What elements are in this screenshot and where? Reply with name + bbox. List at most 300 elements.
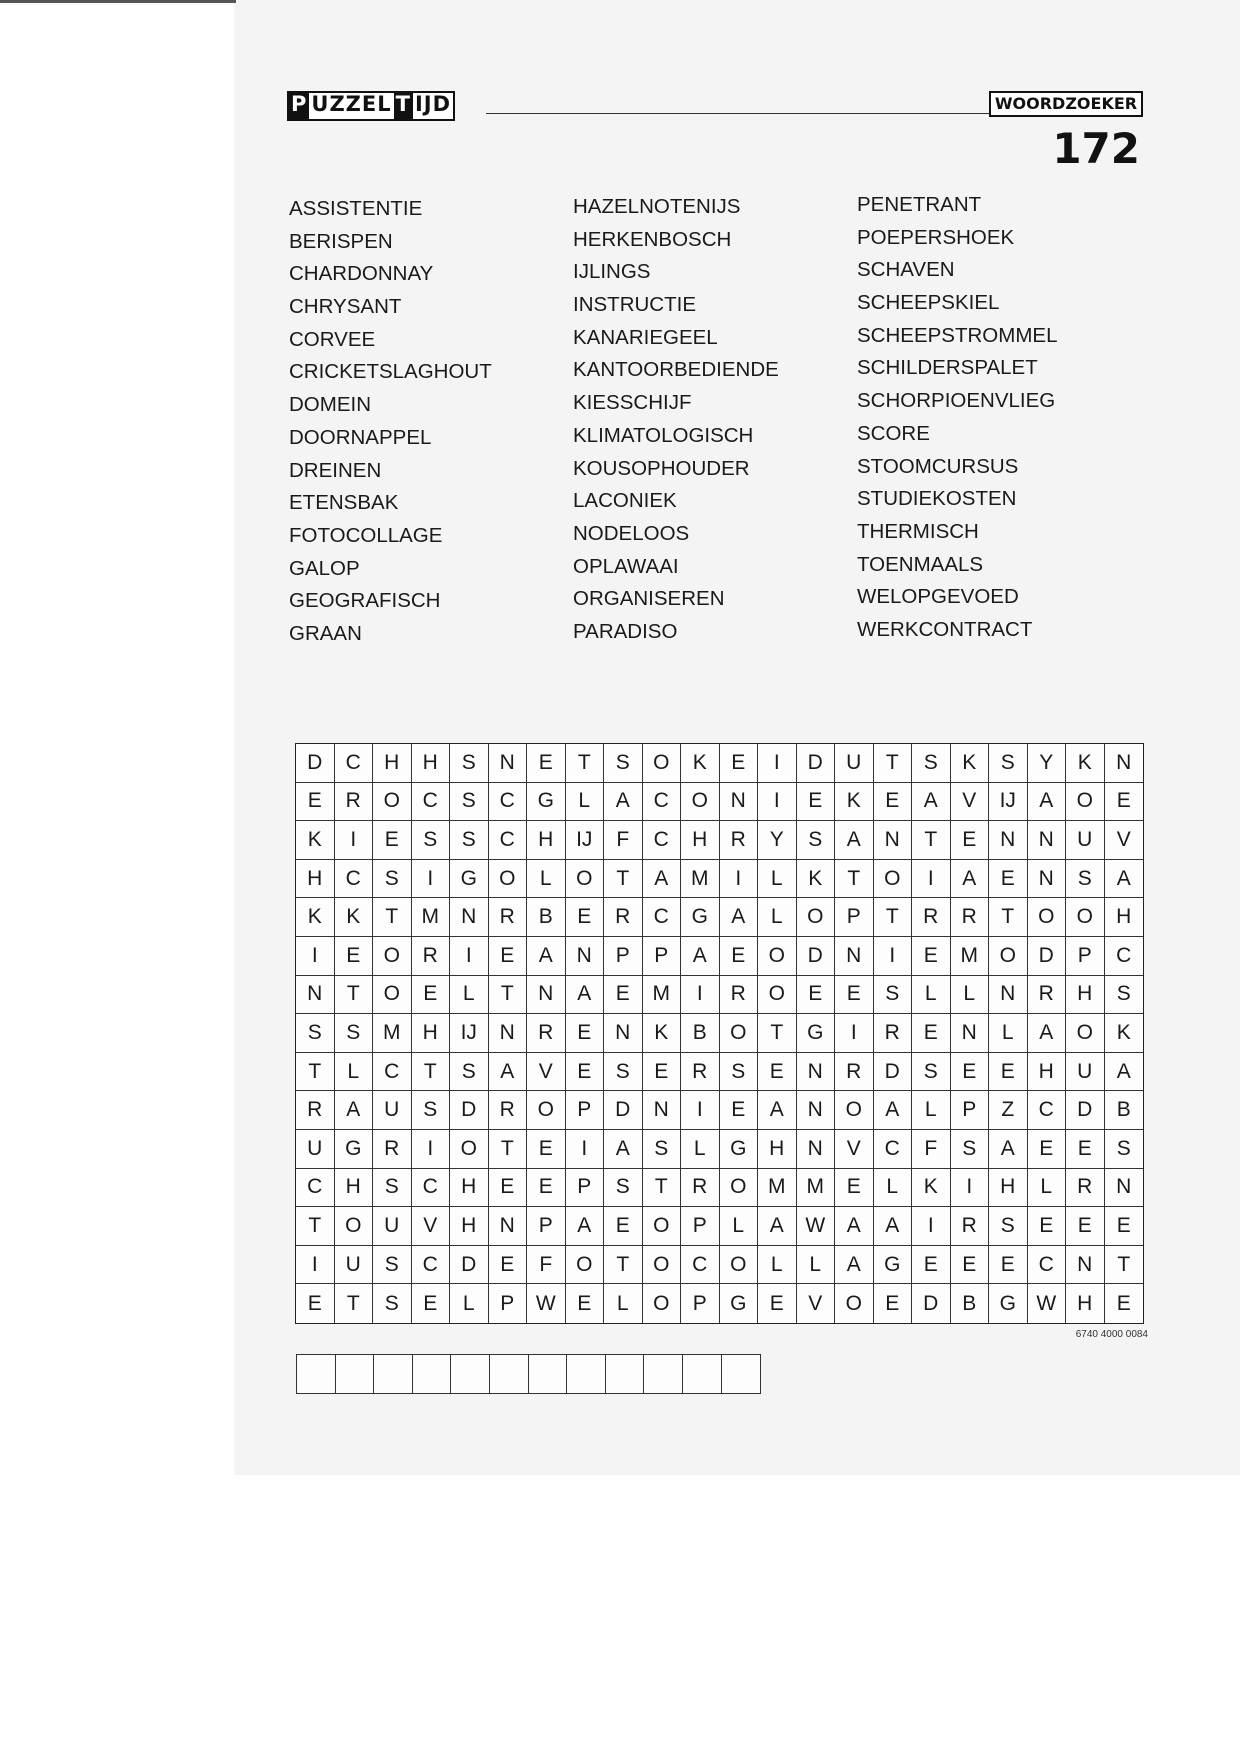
grid-cell[interactable]: P — [489, 1284, 528, 1323]
grid-cell[interactable]: G — [450, 860, 489, 899]
grid-cell[interactable]: D — [1066, 1091, 1105, 1130]
grid-cell[interactable]: T — [412, 1053, 451, 1092]
grid-cell[interactable]: W — [527, 1284, 566, 1323]
grid-cell[interactable]: L — [450, 1284, 489, 1323]
grid-cell[interactable]: E — [835, 1169, 874, 1208]
grid-cell[interactable]: O — [835, 1091, 874, 1130]
grid-cell[interactable]: G — [720, 1284, 759, 1323]
grid-cell[interactable]: I — [681, 1091, 720, 1130]
grid-cell[interactable]: O — [373, 783, 412, 822]
grid-cell[interactable]: G — [527, 783, 566, 822]
grid-cell[interactable]: K — [335, 898, 374, 937]
grid-cell[interactable]: S — [604, 744, 643, 783]
grid-cell[interactable]: A — [604, 1130, 643, 1169]
grid-cell[interactable]: R — [874, 1014, 913, 1053]
grid-cell[interactable]: G — [989, 1284, 1028, 1323]
grid-cell[interactable]: V — [797, 1284, 836, 1323]
grid-cell[interactable]: H — [1028, 1053, 1067, 1092]
grid-cell[interactable]: O — [989, 937, 1028, 976]
grid-cell[interactable]: S — [951, 1130, 990, 1169]
answer-box[interactable] — [490, 1355, 529, 1393]
grid-cell[interactable]: R — [912, 898, 951, 937]
grid-cell[interactable]: A — [951, 860, 990, 899]
grid-cell[interactable]: D — [874, 1053, 913, 1092]
grid-cell[interactable]: O — [489, 860, 528, 899]
grid-cell[interactable]: O — [527, 1091, 566, 1130]
grid-cell[interactable]: L — [681, 1130, 720, 1169]
grid-cell[interactable]: K — [681, 744, 720, 783]
grid-cell[interactable]: C — [296, 1169, 335, 1208]
grid-cell[interactable]: M — [758, 1169, 797, 1208]
grid-cell[interactable]: U — [835, 744, 874, 783]
grid-cell[interactable]: H — [412, 744, 451, 783]
grid-cell[interactable]: O — [720, 1014, 759, 1053]
grid-cell[interactable]: A — [874, 1207, 913, 1246]
grid-cell[interactable]: I — [412, 860, 451, 899]
answer-box[interactable] — [722, 1355, 761, 1393]
grid-cell[interactable]: M — [643, 976, 682, 1015]
grid-cell[interactable]: S — [335, 1014, 374, 1053]
grid-cell[interactable]: A — [681, 937, 720, 976]
grid-cell[interactable]: E — [951, 1053, 990, 1092]
grid-cell[interactable]: E — [874, 783, 913, 822]
grid-cell[interactable]: R — [720, 976, 759, 1015]
grid-cell[interactable]: M — [412, 898, 451, 937]
grid-cell[interactable]: R — [296, 1091, 335, 1130]
grid-cell[interactable]: S — [373, 1246, 412, 1285]
grid-cell[interactable]: S — [874, 976, 913, 1015]
grid-cell[interactable]: E — [951, 821, 990, 860]
grid-cell[interactable]: E — [296, 1284, 335, 1323]
grid-cell[interactable]: E — [989, 860, 1028, 899]
grid-cell[interactable]: O — [373, 937, 412, 976]
grid-cell[interactable]: N — [489, 1014, 528, 1053]
grid-cell[interactable]: C — [643, 783, 682, 822]
grid-cell[interactable]: V — [1105, 821, 1144, 860]
grid-cell[interactable]: P — [1066, 937, 1105, 976]
grid-cell[interactable]: T — [489, 1130, 528, 1169]
grid-cell[interactable]: C — [1105, 937, 1144, 976]
answer-box[interactable] — [606, 1355, 645, 1393]
grid-cell[interactable]: L — [758, 860, 797, 899]
grid-cell[interactable]: S — [373, 860, 412, 899]
grid-cell[interactable]: B — [951, 1284, 990, 1323]
grid-cell[interactable]: E — [527, 1169, 566, 1208]
grid-cell[interactable]: A — [874, 1091, 913, 1130]
grid-cell[interactable]: I — [412, 1130, 451, 1169]
answer-box[interactable] — [683, 1355, 722, 1393]
grid-cell[interactable]: A — [566, 1207, 605, 1246]
grid-cell[interactable]: E — [951, 1246, 990, 1285]
grid-cell[interactable]: A — [604, 783, 643, 822]
grid-cell[interactable]: O — [566, 860, 605, 899]
grid-cell[interactable]: P — [681, 1207, 720, 1246]
grid-cell[interactable]: L — [758, 1246, 797, 1285]
grid-cell[interactable]: O — [335, 1207, 374, 1246]
grid-cell[interactable]: N — [1105, 1169, 1144, 1208]
grid-cell[interactable]: R — [951, 898, 990, 937]
grid-cell[interactable]: H — [681, 821, 720, 860]
grid-cell[interactable]: D — [296, 744, 335, 783]
grid-cell[interactable]: O — [450, 1130, 489, 1169]
grid-cell[interactable]: K — [797, 860, 836, 899]
grid-cell[interactable]: R — [720, 821, 759, 860]
grid-cell[interactable]: G — [720, 1130, 759, 1169]
grid-cell[interactable]: R — [489, 1091, 528, 1130]
grid-cell[interactable]: C — [335, 860, 374, 899]
grid-cell[interactable]: O — [1066, 1014, 1105, 1053]
grid-cell[interactable]: L — [335, 1053, 374, 1092]
grid-cell[interactable]: E — [758, 1284, 797, 1323]
grid-cell[interactable]: O — [835, 1284, 874, 1323]
grid-cell[interactable]: K — [296, 898, 335, 937]
grid-cell[interactable]: L — [566, 783, 605, 822]
grid-cell[interactable]: C — [489, 783, 528, 822]
grid-cell[interactable]: C — [489, 821, 528, 860]
grid-cell[interactable]: C — [412, 1246, 451, 1285]
grid-cell[interactable]: T — [912, 821, 951, 860]
grid-cell[interactable]: T — [835, 860, 874, 899]
grid-cell[interactable]: E — [1105, 783, 1144, 822]
grid-cell[interactable]: L — [912, 976, 951, 1015]
grid-cell[interactable]: F — [912, 1130, 951, 1169]
grid-cell[interactable]: O — [1066, 898, 1105, 937]
grid-cell[interactable]: I — [566, 1130, 605, 1169]
grid-cell[interactable]: E — [1116, 1291, 1131, 1315]
grid-cell[interactable]: B — [1105, 1091, 1144, 1130]
grid-cell[interactable]: E — [1028, 1130, 1067, 1169]
grid-cell[interactable]: O — [874, 860, 913, 899]
grid-cell[interactable]: I — [835, 1014, 874, 1053]
grid-cell[interactable]: A — [835, 1207, 874, 1246]
grid-cell[interactable]: N — [450, 898, 489, 937]
grid-cell[interactable]: L — [797, 1246, 836, 1285]
grid-cell[interactable]: N — [989, 821, 1028, 860]
answer-box[interactable] — [336, 1355, 375, 1393]
grid-cell[interactable]: M — [951, 937, 990, 976]
grid-cell[interactable]: H — [335, 1169, 374, 1208]
grid-cell[interactable]: I — [296, 1246, 335, 1285]
grid-cell[interactable]: B — [527, 898, 566, 937]
grid-cell[interactable]: C — [1028, 1091, 1067, 1130]
grid-cell[interactable]: A — [989, 1130, 1028, 1169]
grid-cell[interactable]: H — [450, 1169, 489, 1208]
grid-cell[interactable]: L — [874, 1169, 913, 1208]
grid-cell[interactable]: E — [1105, 1207, 1144, 1246]
grid-cell[interactable]: R — [373, 1130, 412, 1169]
grid-cell[interactable]: IJ — [450, 1014, 489, 1053]
grid-cell[interactable]: K — [1105, 1014, 1144, 1053]
grid-cell[interactable]: H — [1066, 976, 1105, 1015]
grid-cell[interactable]: P — [527, 1207, 566, 1246]
grid-cell[interactable]: O — [1028, 898, 1067, 937]
grid-cell[interactable]: E — [835, 976, 874, 1015]
grid-cell[interactable]: C — [643, 821, 682, 860]
grid-cell[interactable]: A — [527, 937, 566, 976]
grid-cell[interactable]: E — [912, 1246, 951, 1285]
grid-cell[interactable]: A — [912, 783, 951, 822]
grid-cell[interactable]: E — [489, 1246, 528, 1285]
grid-cell[interactable]: E — [527, 1130, 566, 1169]
grid-cell[interactable]: H — [296, 860, 335, 899]
grid-cell[interactable]: N — [951, 1014, 990, 1053]
grid-cell[interactable]: S — [450, 783, 489, 822]
grid-cell[interactable]: S — [797, 821, 836, 860]
grid-cell[interactable]: S — [296, 1014, 335, 1053]
grid-cell[interactable]: N — [1066, 1246, 1105, 1285]
grid-cell[interactable]: O — [681, 783, 720, 822]
grid-cell[interactable]: K — [951, 744, 990, 783]
grid-cell[interactable]: T — [296, 1207, 335, 1246]
grid-cell[interactable]: O — [643, 1284, 682, 1323]
grid-cell[interactable]: O — [797, 898, 836, 937]
grid-cell[interactable]: C — [1028, 1246, 1067, 1285]
grid-cell[interactable]: A — [1105, 860, 1144, 899]
grid-cell[interactable]: A — [335, 1091, 374, 1130]
grid-cell[interactable]: P — [681, 1284, 720, 1323]
grid-cell[interactable]: S — [989, 744, 1028, 783]
grid-cell[interactable]: N — [874, 821, 913, 860]
grid-cell[interactable]: L — [758, 898, 797, 937]
grid-cell[interactable]: N — [604, 1014, 643, 1053]
grid-cell[interactable]: A — [835, 1246, 874, 1285]
grid-cell[interactable]: R — [681, 1169, 720, 1208]
grid-cell[interactable]: R — [951, 1207, 990, 1246]
grid-cell[interactable]: R — [1066, 1169, 1105, 1208]
grid-cell[interactable]: R — [604, 898, 643, 937]
grid-cell[interactable]: K — [643, 1014, 682, 1053]
grid-cell[interactable]: S — [1066, 860, 1105, 899]
grid-cell[interactable]: L — [1028, 1169, 1067, 1208]
grid-cell[interactable]: E — [604, 1207, 643, 1246]
grid-cell[interactable]: U — [1066, 821, 1105, 860]
grid-cell[interactable]: S — [373, 1284, 412, 1323]
grid-cell[interactable]: T — [373, 898, 412, 937]
grid-cell[interactable]: T — [335, 1284, 374, 1323]
grid-cell[interactable]: O — [373, 976, 412, 1015]
grid-cell[interactable]: A — [1028, 783, 1067, 822]
grid-cell[interactable]: T — [874, 744, 913, 783]
grid-cell[interactable]: S — [1105, 976, 1144, 1015]
grid-cell[interactable]: T — [296, 1053, 335, 1092]
grid-cell[interactable]: E — [797, 976, 836, 1015]
grid-cell[interactable]: F — [604, 821, 643, 860]
grid-cell[interactable]: F — [527, 1246, 566, 1285]
grid-cell[interactable]: S — [373, 1169, 412, 1208]
grid-cell[interactable]: K — [296, 821, 335, 860]
grid-cell[interactable]: O — [720, 1169, 759, 1208]
grid-cell[interactable]: T — [489, 976, 528, 1015]
grid-cell[interactable]: L — [989, 1014, 1028, 1053]
grid-cell[interactable]: A — [835, 821, 874, 860]
grid-cell[interactable]: R — [681, 1053, 720, 1092]
grid-cell[interactable]: D — [912, 1284, 951, 1323]
grid-cell[interactable]: C — [874, 1130, 913, 1169]
grid-cell[interactable]: T — [604, 1246, 643, 1285]
grid-cell[interactable]: U — [296, 1130, 335, 1169]
grid-cell[interactable]: N — [1028, 860, 1067, 899]
grid-cell[interactable]: V — [527, 1053, 566, 1092]
answer-box[interactable] — [567, 1355, 606, 1393]
grid-cell[interactable]: I — [951, 1169, 990, 1208]
grid-cell[interactable]: C — [412, 1169, 451, 1208]
grid-cell[interactable]: I — [720, 860, 759, 899]
grid-cell[interactable]: E — [373, 821, 412, 860]
grid-cell[interactable]: D — [797, 744, 836, 783]
grid-cell[interactable]: E — [720, 744, 759, 783]
answer-box[interactable] — [297, 1355, 336, 1393]
grid-cell[interactable]: M — [681, 860, 720, 899]
grid-cell[interactable]: P — [835, 898, 874, 937]
grid-cell[interactable]: C — [681, 1246, 720, 1285]
grid-cell[interactable]: C — [335, 744, 374, 783]
grid-cell[interactable]: E — [335, 937, 374, 976]
grid-cell[interactable]: C — [373, 1053, 412, 1092]
grid-cell[interactable]: E — [1066, 1130, 1105, 1169]
grid-cell[interactable]: N — [566, 937, 605, 976]
grid-cell[interactable]: E — [1066, 1207, 1105, 1246]
grid-cell[interactable]: H — [412, 1014, 451, 1053]
grid-cell[interactable]: D — [604, 1091, 643, 1130]
grid-cell[interactable]: L — [527, 860, 566, 899]
grid-cell[interactable]: I — [912, 860, 951, 899]
grid-cell[interactable]: H — [527, 821, 566, 860]
grid-cell[interactable]: U — [373, 1207, 412, 1246]
answer-boxes[interactable] — [296, 1354, 761, 1394]
grid-cell[interactable]: K — [912, 1169, 951, 1208]
grid-cell[interactable]: E — [566, 1284, 605, 1323]
grid-cell[interactable]: E — [604, 976, 643, 1015]
grid-cell[interactable]: P — [604, 937, 643, 976]
grid-cell[interactable]: P — [643, 937, 682, 976]
grid-cell[interactable]: E — [412, 1284, 451, 1323]
grid-cell[interactable]: D — [1028, 937, 1067, 976]
grid-cell[interactable]: IJ — [989, 783, 1028, 822]
grid-cell[interactable]: H — [1105, 898, 1144, 937]
grid-cell[interactable]: N — [489, 1207, 528, 1246]
grid-cell[interactable]: N — [797, 1130, 836, 1169]
grid-cell[interactable]: A — [720, 898, 759, 937]
grid-cell[interactable]: W — [797, 1207, 836, 1246]
answer-box[interactable] — [451, 1355, 490, 1393]
grid-cell[interactable]: R — [489, 898, 528, 937]
grid-cell[interactable]: V — [835, 1130, 874, 1169]
grid-cell[interactable]: I — [758, 783, 797, 822]
grid-cell[interactable]: S — [912, 1053, 951, 1092]
grid-cell[interactable]: N — [296, 976, 335, 1015]
grid-cell[interactable]: S — [912, 744, 951, 783]
grid-cell[interactable]: E — [874, 1284, 913, 1323]
grid-cell[interactable]: D — [450, 1246, 489, 1285]
grid-cell[interactable]: S — [1105, 1130, 1144, 1169]
grid-cell[interactable]: Y — [758, 821, 797, 860]
grid-cell[interactable]: T — [566, 744, 605, 783]
grid-cell[interactable]: A — [758, 1207, 797, 1246]
grid-cell[interactable]: T — [758, 1014, 797, 1053]
grid-cell[interactable]: R — [835, 1053, 874, 1092]
grid-cell[interactable]: I — [874, 937, 913, 976]
grid-cell[interactable]: H — [450, 1207, 489, 1246]
grid-cell[interactable]: S — [412, 1091, 451, 1130]
grid-cell[interactable]: A — [566, 976, 605, 1015]
grid-cell[interactable]: E — [912, 1014, 951, 1053]
grid-cell[interactable]: P — [951, 1091, 990, 1130]
grid-cell[interactable]: T — [335, 976, 374, 1015]
grid-cell[interactable]: O — [1066, 783, 1105, 822]
grid-cell[interactable]: A — [1105, 1053, 1144, 1092]
grid-cell[interactable]: T — [874, 898, 913, 937]
grid-cell[interactable]: I — [681, 976, 720, 1015]
grid-cell[interactable]: A — [1028, 1014, 1067, 1053]
grid-cell[interactable]: I — [296, 937, 335, 976]
grid-cell[interactable]: N — [1105, 744, 1144, 783]
grid-cell[interactable]: U — [373, 1091, 412, 1130]
grid-cell[interactable]: S — [989, 1207, 1028, 1246]
grid-cell[interactable]: E — [489, 937, 528, 976]
grid-cell[interactable]: G — [797, 1014, 836, 1053]
grid-cell[interactable]: N — [489, 744, 528, 783]
grid-cell[interactable]: S — [720, 1053, 759, 1092]
grid-cell[interactable]: E — [1028, 1207, 1067, 1246]
grid-cell[interactable]: O — [720, 1246, 759, 1285]
grid-cell[interactable]: G — [874, 1246, 913, 1285]
grid-cell[interactable]: O — [566, 1246, 605, 1285]
grid-cell[interactable]: K — [1066, 744, 1105, 783]
grid-cell[interactable]: M — [797, 1169, 836, 1208]
grid-cell[interactable]: E — [720, 937, 759, 976]
grid-cell[interactable]: C — [643, 898, 682, 937]
grid-cell[interactable]: C — [412, 783, 451, 822]
grid-cell[interactable]: I — [912, 1207, 951, 1246]
grid-cell[interactable]: G — [335, 1130, 374, 1169]
grid-cell[interactable]: H — [989, 1169, 1028, 1208]
grid-cell[interactable]: P — [566, 1091, 605, 1130]
grid-cell[interactable]: N — [527, 976, 566, 1015]
grid-cell[interactable]: E — [566, 1014, 605, 1053]
grid-cell[interactable]: IJ — [566, 821, 605, 860]
grid-cell[interactable]: R — [1028, 976, 1067, 1015]
grid-cell[interactable]: E — [566, 1053, 605, 1092]
grid-cell[interactable]: N — [720, 783, 759, 822]
grid-cell[interactable]: O — [643, 1246, 682, 1285]
grid-cell[interactable]: B — [681, 1014, 720, 1053]
grid-cell[interactable]: N — [1028, 821, 1067, 860]
grid-cell[interactable]: L — [951, 976, 990, 1015]
grid-cell[interactable]: A — [489, 1053, 528, 1092]
grid-cell[interactable]: I — [450, 937, 489, 976]
grid-cell[interactable]: R — [527, 1014, 566, 1053]
grid-cell[interactable]: A — [643, 860, 682, 899]
grid-cell[interactable]: G — [681, 898, 720, 937]
grid-cell[interactable]: O — [643, 744, 682, 783]
grid-cell[interactable]: N — [797, 1053, 836, 1092]
grid-cell[interactable]: R — [335, 783, 374, 822]
grid-cell[interactable]: E — [989, 1053, 1028, 1092]
grid-cell[interactable]: R — [412, 937, 451, 976]
grid-cell[interactable]: W — [1028, 1284, 1067, 1323]
grid-cell[interactable]: E — [758, 1053, 797, 1092]
grid-cell[interactable]: S — [643, 1130, 682, 1169]
grid-cell[interactable]: V — [951, 783, 990, 822]
grid-cell[interactable]: L — [604, 1284, 643, 1323]
answer-box[interactable] — [644, 1355, 683, 1393]
grid-cell[interactable]: D — [450, 1091, 489, 1130]
grid-cell[interactable]: U — [335, 1246, 374, 1285]
grid-cell[interactable]: E — [720, 1091, 759, 1130]
grid-cell[interactable]: U — [1066, 1053, 1105, 1092]
grid-cell[interactable]: H — [758, 1130, 797, 1169]
grid-cell[interactable]: Y — [1028, 744, 1067, 783]
